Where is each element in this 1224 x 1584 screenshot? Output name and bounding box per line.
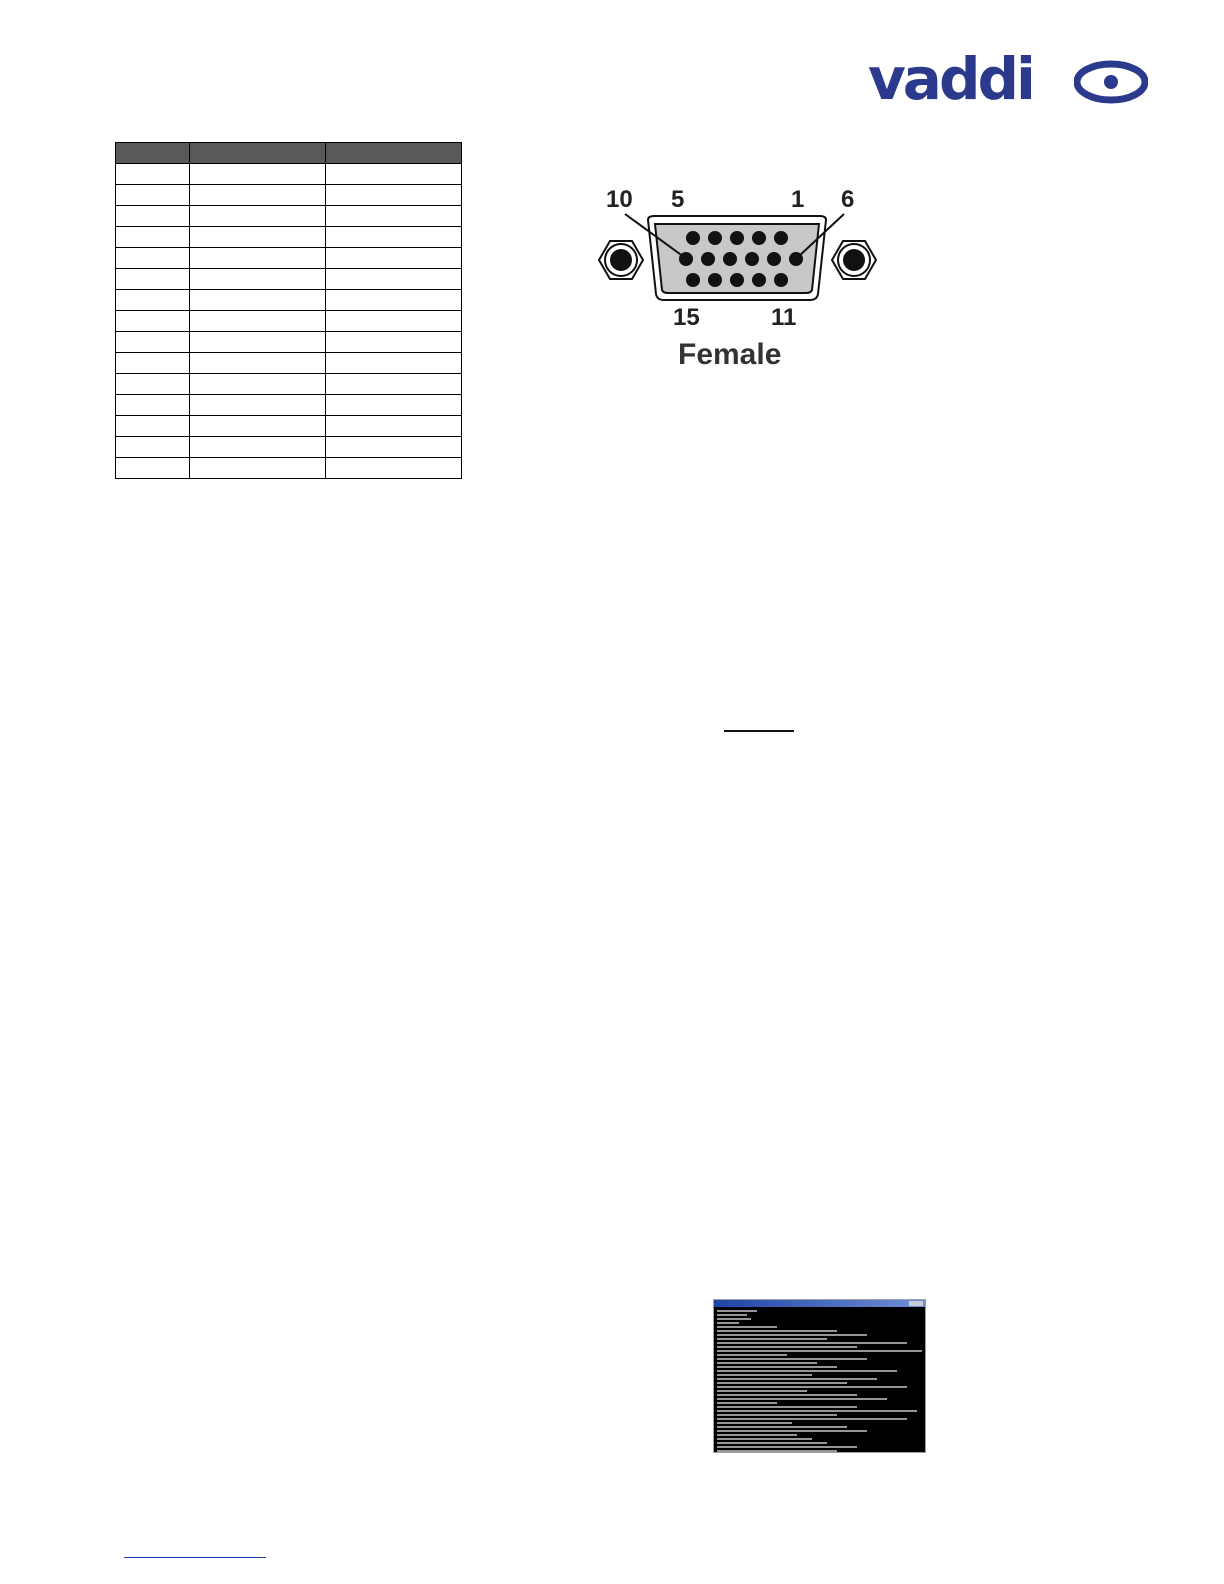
table-cell [326, 395, 462, 416]
pin-assignment-table [115, 142, 462, 479]
table-cell [190, 269, 326, 290]
table-cell [116, 374, 190, 395]
terminal-line [717, 1386, 907, 1388]
table-cell [116, 311, 190, 332]
table-cell [326, 311, 462, 332]
terminal-line [717, 1430, 867, 1432]
table-cell [116, 332, 190, 353]
table-cell [326, 248, 462, 269]
table-cell [326, 185, 462, 206]
terminal-line [717, 1422, 792, 1424]
terminal-line [717, 1402, 777, 1404]
table-row [116, 164, 462, 185]
terminal-line [717, 1390, 807, 1392]
table-cell [326, 164, 462, 185]
table-cell [190, 332, 326, 353]
terminal-line [717, 1354, 787, 1356]
right-jackscrew [832, 241, 876, 279]
table-cell [190, 164, 326, 185]
terminal-line [717, 1338, 827, 1340]
table-cell [116, 353, 190, 374]
table-cell [116, 290, 190, 311]
terminal-line [717, 1366, 837, 1368]
underline-mark [724, 730, 794, 732]
table-row [116, 332, 462, 353]
terminal-line [717, 1418, 907, 1420]
telnet-terminal-screenshot [713, 1299, 926, 1453]
terminal-line [717, 1398, 887, 1400]
table-cell [190, 290, 326, 311]
table-cell [190, 437, 326, 458]
terminal-line [717, 1342, 907, 1344]
terminal-line [717, 1382, 847, 1384]
footer-link-underline[interactable] [124, 1557, 266, 1558]
terminal-line [717, 1426, 847, 1428]
table-cell [190, 227, 326, 248]
table-cell [326, 458, 462, 479]
table-row [116, 227, 462, 248]
table-cell [326, 374, 462, 395]
table-cell [116, 227, 190, 248]
table-cell [190, 353, 326, 374]
terminal-line [717, 1446, 857, 1448]
table-cell [190, 416, 326, 437]
table-cell [326, 227, 462, 248]
table-cell [116, 395, 190, 416]
terminal-line [717, 1318, 751, 1320]
table-row [116, 248, 462, 269]
table-header-cell [116, 143, 190, 164]
pin-label-5: 5 [671, 186, 685, 213]
pin-label-10: 10 [606, 186, 633, 213]
terminal-line [717, 1322, 739, 1324]
terminal-line [717, 1326, 777, 1328]
table-cell [326, 206, 462, 227]
terminal-line [717, 1434, 797, 1436]
table-header-cell [326, 143, 462, 164]
logo-wordmark: vaddi [868, 45, 1033, 113]
terminal-line [717, 1310, 757, 1312]
db15-connector-diagram [590, 180, 890, 380]
terminal-line [717, 1334, 867, 1336]
table-row [116, 290, 462, 311]
table-cell [190, 206, 326, 227]
table-cell [326, 416, 462, 437]
table-header-cell [190, 143, 326, 164]
table-cell [116, 416, 190, 437]
table-cell [116, 437, 190, 458]
terminal-line [717, 1378, 877, 1380]
terminal-line [717, 1414, 837, 1416]
table-row [116, 311, 462, 332]
terminal-line [717, 1346, 857, 1348]
table-cell [116, 269, 190, 290]
table-cell [190, 248, 326, 269]
vaddio-logo [868, 45, 1146, 113]
pin-label-6: 6 [841, 186, 855, 213]
table-cell [190, 185, 326, 206]
table-row [116, 437, 462, 458]
table-cell [190, 458, 326, 479]
terminal-line [717, 1438, 812, 1440]
table-row [116, 374, 462, 395]
logo-o-mark [1074, 60, 1148, 104]
terminal-line [717, 1330, 837, 1332]
terminal-line [717, 1410, 917, 1412]
terminal-line [717, 1350, 922, 1352]
terminal-titlebar [714, 1300, 925, 1307]
table-cell [116, 206, 190, 227]
terminal-line [717, 1442, 827, 1444]
table-row [116, 458, 462, 479]
table-cell [326, 269, 462, 290]
table-row [116, 395, 462, 416]
window-buttons [909, 1301, 923, 1306]
table-cell [326, 437, 462, 458]
table-cell [116, 248, 190, 269]
table-cell [116, 185, 190, 206]
table-row [116, 206, 462, 227]
table-row [116, 353, 462, 374]
terminal-line [717, 1450, 837, 1452]
terminal-line [717, 1362, 817, 1364]
table-cell [190, 311, 326, 332]
table-cell [116, 164, 190, 185]
pin-label-1: 1 [791, 186, 805, 213]
table-cell [326, 290, 462, 311]
table-cell [116, 458, 190, 479]
terminal-line [717, 1370, 897, 1372]
left-jackscrew [599, 241, 643, 279]
terminal-line [717, 1374, 812, 1376]
pin-label-15: 15 [673, 304, 700, 331]
table-row [116, 185, 462, 206]
terminal-line [717, 1314, 747, 1316]
table-cell [326, 332, 462, 353]
table-row [116, 269, 462, 290]
table-header-row [116, 143, 462, 164]
terminal-line [717, 1394, 857, 1396]
connector-caption: Female [678, 338, 782, 371]
table-cell [190, 374, 326, 395]
pin-label-11: 11 [771, 304, 797, 331]
table-row [116, 416, 462, 437]
terminal-line [717, 1358, 867, 1360]
table-cell [326, 353, 462, 374]
terminal-line [717, 1406, 857, 1408]
table-cell [190, 395, 326, 416]
